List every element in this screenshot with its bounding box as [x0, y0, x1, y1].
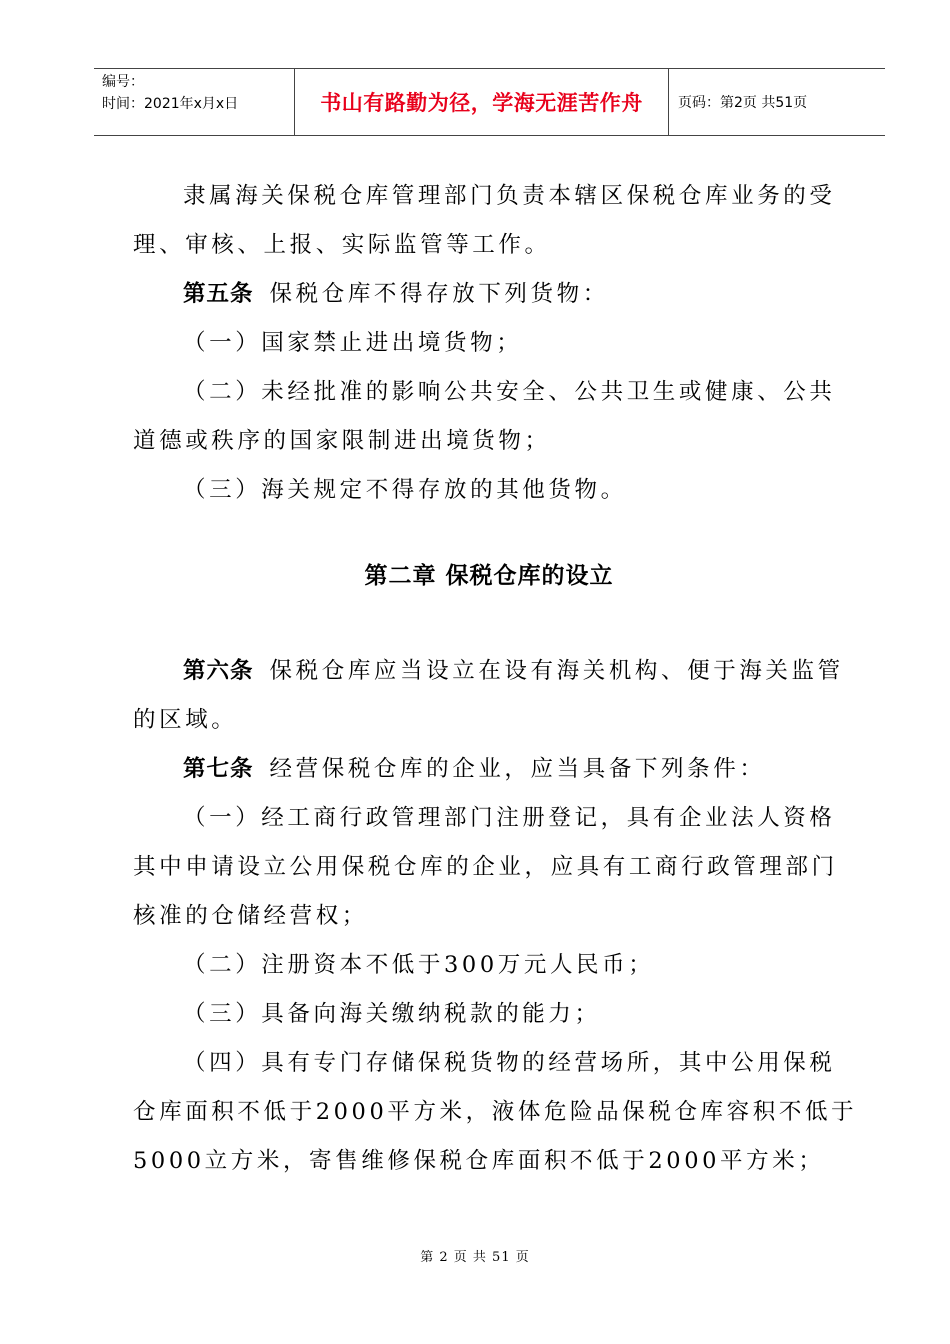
page-header	[94, 68, 885, 136]
list-item: （一）国家禁止进出境货物；	[183, 330, 523, 356]
article-text: 保税仓库应当设立在设有海关机构、便于海关监管	[269, 658, 844, 684]
article-text: 经营保税仓库的企业，应当具备下列条件：	[269, 756, 766, 782]
list-item: （一）经工商行政管理部门注册登记，具有企业法人资格	[183, 805, 836, 831]
paragraph-line: 的区域。	[133, 707, 238, 733]
article-5	[133, 270, 853, 319]
list-item: （二）注册资本不低于300万元人民币；	[183, 952, 655, 978]
list-item-continued: 仓库面积不低于2000平方米，液体危险品保税仓库容积不低于	[133, 1099, 858, 1125]
list-item: （三）具备向海关缴纳税款的能力；	[183, 1001, 601, 1027]
time-label: 时间：2021年x月x日	[102, 96, 239, 112]
paragraph-line: 隶属海关保税仓库管理部门负责本辖区保税仓库业务的受	[183, 183, 836, 209]
serial-label: 编号：	[102, 74, 144, 90]
chapter-heading: 第二章 保税仓库的设立	[364, 563, 614, 589]
article-label: 第七条	[183, 756, 254, 782]
document-body	[133, 172, 858, 1186]
article-label: 第五条	[183, 281, 254, 307]
list-item-continued: 5000立方米，寄售维修保税仓库面积不低于2000平方米；	[133, 1148, 825, 1174]
article-7	[133, 745, 853, 794]
paragraph-line: 理、审核、上报、实际监管等工作。	[133, 232, 551, 258]
list-item: （二）未经批准的影响公共安全、公共卫生或健康、公共	[183, 379, 836, 405]
article-6	[133, 647, 853, 696]
page-footer: 第 2 页 共 51 页	[420, 1250, 530, 1265]
article-label: 第六条	[183, 658, 254, 684]
header-meta	[94, 69, 294, 135]
header-page-label: 页码：第2页 共51页	[678, 95, 808, 111]
list-item-continued: 道德或秩序的国家限制进出境货物；	[133, 428, 551, 454]
header-motto: 书山有路勤为径，学海无涯苦作舟	[294, 69, 669, 135]
list-item-continued: 核准的仓储经营权；	[133, 903, 368, 929]
list-item: （四）具有专门存储保税货物的经营场所，其中公用保税	[183, 1050, 836, 1076]
article-text: 保税仓库不得存放下列货物：	[269, 281, 609, 307]
list-item: （三）海关规定不得存放的其他货物。	[183, 477, 627, 503]
list-item-continued: 其中申请设立公用保税仓库的企业，应具有工商行政管理部门	[133, 854, 838, 880]
